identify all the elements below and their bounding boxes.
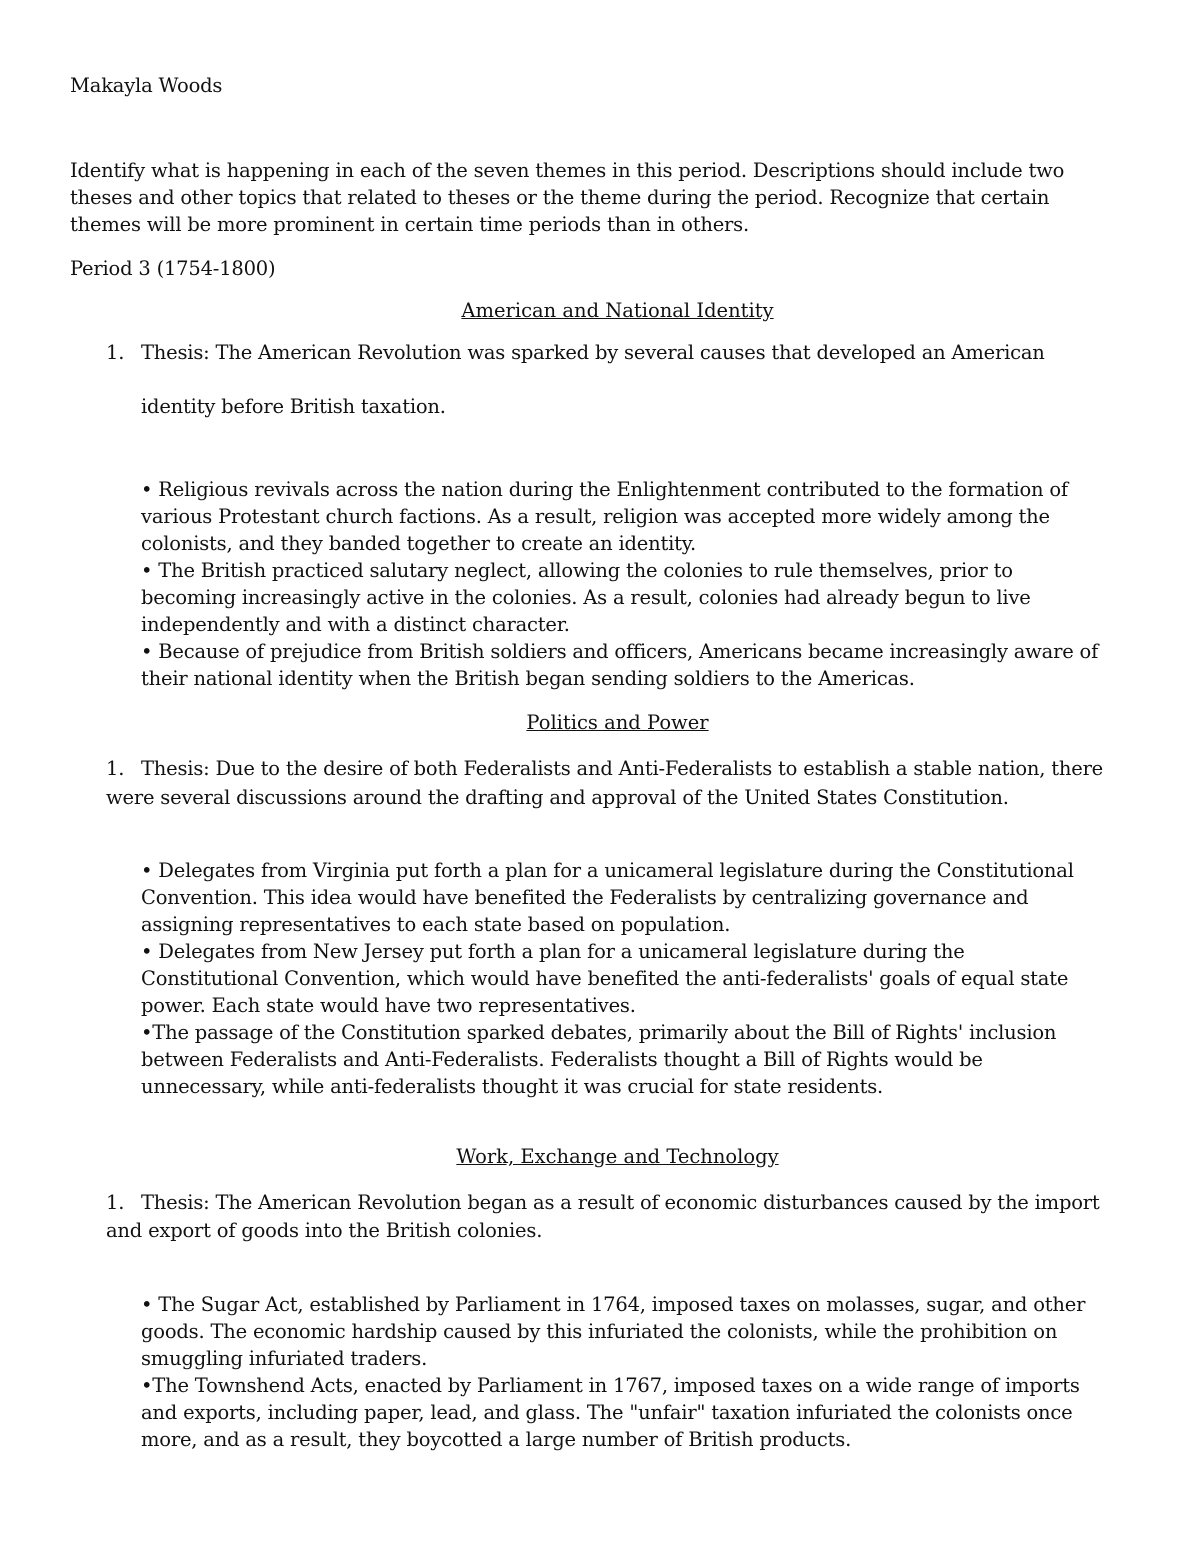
bullet-line: Constitutional Convention, which would have benefited the anti-federalists' goals of equal state [141, 967, 1069, 990]
bullet-line: becoming increasingly active in the colonies. As a result, colonies had already begun to live [141, 586, 1031, 609]
bullet-line: more, and as a result, they boycotted a large number of British products. [141, 1428, 852, 1451]
thesis-line: were several discussions around the drafting and approval of the United States Constitution. [106, 786, 1009, 809]
list-number: 1. [106, 341, 125, 364]
thesis-text: Thesis: The American Revolution began as a result of economic disturbances caused by the import [141, 1191, 1100, 1214]
thesis-line [106, 1189, 1100, 1216]
thesis-text: Thesis: The American Revolution was sparked by several causes that developed an American [141, 341, 1045, 364]
bullet-line: between Federalists and Anti-Federalists. Federalists thought a Bill of Rights would be [141, 1048, 983, 1071]
bullet-line: •The passage of the Constitution sparked debates, primarily about the Bill of Rights' inclusion [141, 1021, 1057, 1044]
thesis-line [106, 755, 1103, 782]
section-heading: Politics and Power [526, 711, 709, 734]
instructions-line: Identify what is happening in each of the seven themes in this period. Descriptions should include two [70, 159, 1065, 182]
bullet-line: smuggling infuriated traders. [141, 1347, 428, 1370]
bullet-line: independently and with a distinct character. [141, 613, 570, 636]
bullet-line: power. Each state would have two representatives. [141, 994, 636, 1017]
bullet-line: various Protestant church factions. As a result, religion was accepted more widely among the [141, 505, 1050, 528]
list-number: 1. [106, 757, 125, 780]
bullet-line: • Because of prejudice from British soldiers and officers, Americans became increasingly aware of [141, 640, 1099, 663]
bullet-line: their national identity when the British began sending soldiers to the Americas. [141, 667, 915, 690]
bullet-line: assigning representatives to each state based on population. [141, 913, 731, 936]
bullet-line: • The Sugar Act, established by Parliament in 1764, imposed taxes on molasses, sugar, and other [141, 1293, 1086, 1316]
thesis-text: Thesis: Due to the desire of both Federalists and Anti-Federalists to establish a stable nation, there [141, 757, 1104, 780]
bullet-line: • Delegates from Virginia put forth a plan for a unicameral legislature during the Constitutional [141, 859, 1074, 882]
bullet-line: colonists, and they banded together to create an identity. [141, 532, 697, 555]
instructions-line: themes will be more prominent in certain time periods than in others. [70, 213, 749, 236]
bullet-line: • Religious revivals across the nation during the Enlightenment contributed to the formation of [141, 478, 1068, 501]
list-number: 1. [106, 1191, 125, 1214]
thesis-line [106, 339, 1045, 366]
thesis-line: and export of goods into the British colonies. [106, 1219, 543, 1242]
instructions-line: theses and other topics that related to theses or the theme during the period. Recognize that certain [70, 186, 1050, 209]
bullet-line: unnecessary, while anti-federalists thought it was crucial for state residents. [141, 1075, 884, 1098]
thesis-line: identity before British taxation. [141, 395, 446, 418]
bullet-line: Convention. This idea would have benefited the Federalists by centralizing governance and [141, 886, 1029, 909]
bullet-line: and exports, including paper, lead, and glass. The "unfair" taxation infuriated the colonists once [141, 1401, 1073, 1424]
bullet-line: •The Townshend Acts, enacted by Parliament in 1767, imposed taxes on a wide range of imports [141, 1374, 1080, 1397]
author-name: Makayla Woods [70, 74, 223, 97]
bullet-line: • Delegates from New Jersey put forth a plan for a unicameral legislature during the [141, 940, 965, 963]
bullet-line: • The British practiced salutary neglect, allowing the colonies to rule themselves, prior to [141, 559, 1013, 582]
section-heading: American and National Identity [461, 299, 774, 322]
section-heading: Work, Exchange and Technology [456, 1145, 779, 1168]
bullet-line: goods. The economic hardship caused by this infuriated the colonists, while the prohibition on [141, 1320, 1058, 1343]
period-label: Period 3 (1754-1800) [70, 257, 276, 280]
